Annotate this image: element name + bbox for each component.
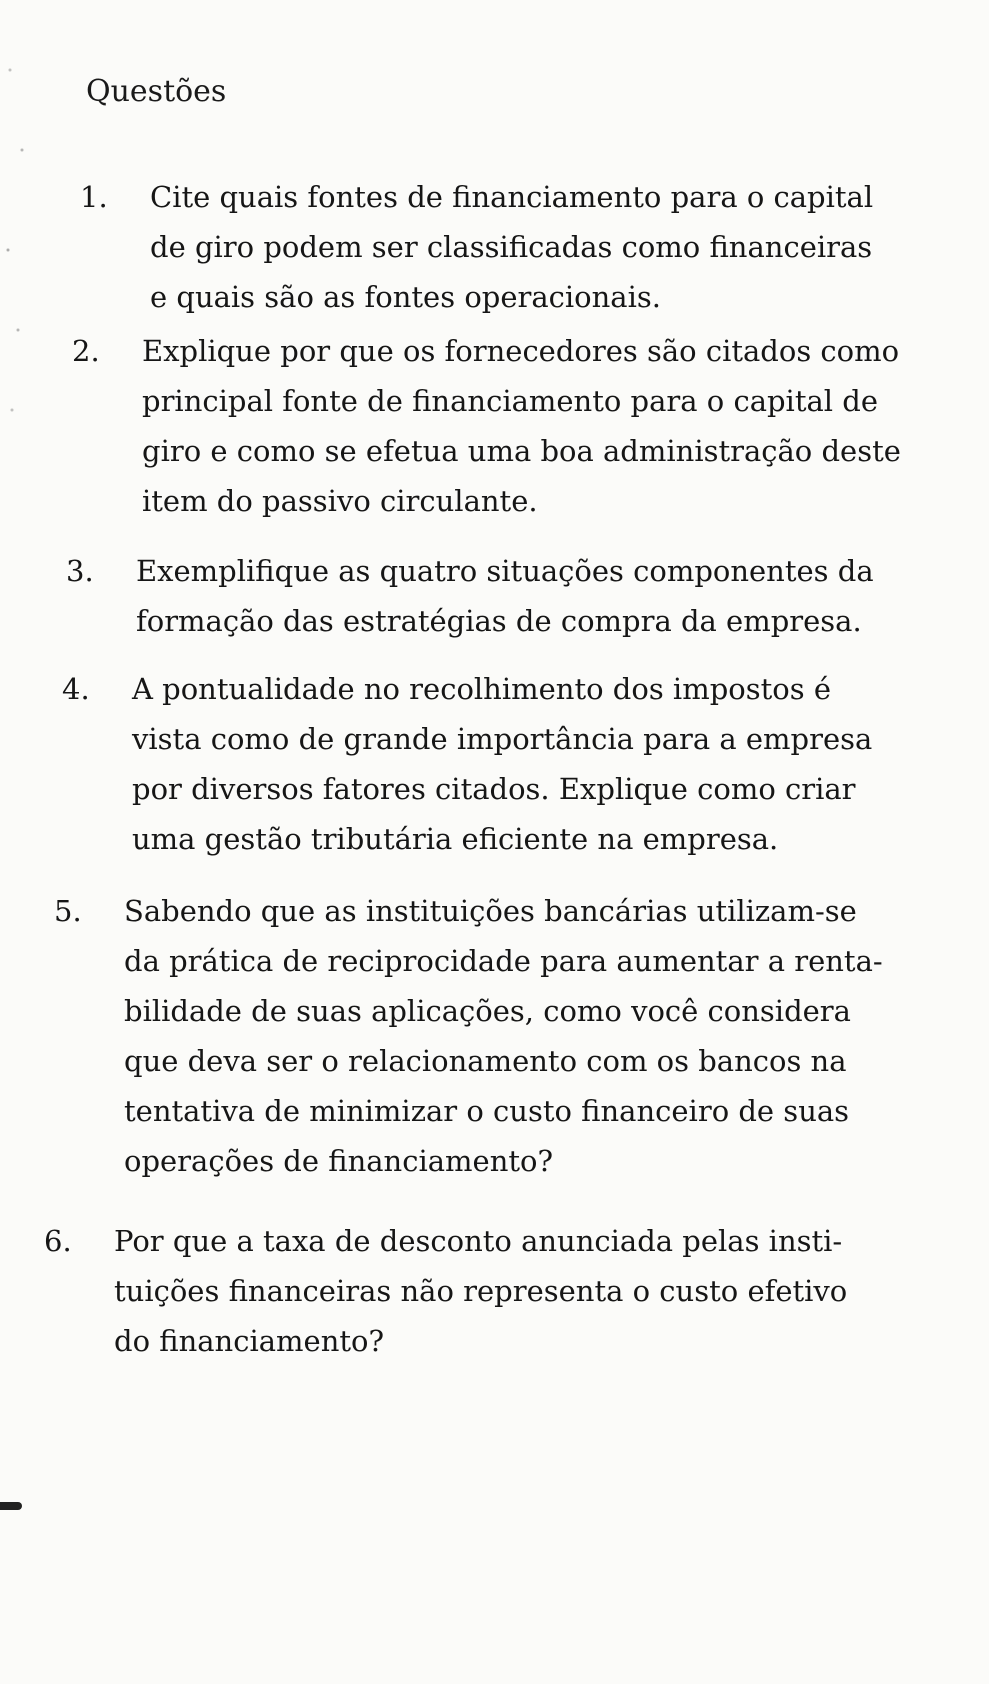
- question-number: 1.: [80, 180, 108, 214]
- question-text: Explique por que os fornecedores são citados como principal fonte de financiamento para o capital de giro e como se efetua uma boa administração deste item do passivo circulante.: [142, 334, 901, 518]
- question-item: [66, 546, 946, 646]
- question-number: 5.: [54, 894, 82, 928]
- question-item: [62, 664, 952, 864]
- scan-edge-noise: [0, 30, 36, 450]
- question-number: 2.: [72, 334, 100, 368]
- question-item: [72, 326, 952, 526]
- scan-mark: [0, 1502, 22, 1510]
- question-text: A pontualidade no recolhimento dos impostos é vista como de grande importância para a empresa por diversos fatores citados. Explique como criar uma gestão tributária eficiente na empresa.: [132, 672, 873, 856]
- page-title: Questões: [86, 74, 227, 109]
- question-item: [80, 172, 950, 322]
- question-item: [54, 886, 954, 1186]
- question-text: Exemplifique as quatro situações componentes da formação das estratégias de compra da empresa.: [136, 554, 874, 638]
- question-number: 6.: [44, 1224, 72, 1258]
- question-number: 4.: [62, 672, 90, 706]
- question-item: [44, 1216, 954, 1366]
- question-number: 3.: [66, 554, 94, 588]
- question-text: Por que a taxa de desconto anunciada pelas insti- tuições financeiras não representa o custo efetivo do financiamento?: [114, 1224, 848, 1358]
- question-text: Cite quais fontes de financiamento para o capital de giro podem ser classificadas como financeiras e quais são as fontes operacionais.: [150, 180, 874, 314]
- question-text: Sabendo que as instituições bancárias utilizam-se da prática de reciprocidade para aumentar a renta- bilidade de suas aplicações, como você considera que deva ser o relacionamento com os bancos na tentativa de minimizar o custo financeiro de suas operações de financiamento?: [124, 894, 883, 1178]
